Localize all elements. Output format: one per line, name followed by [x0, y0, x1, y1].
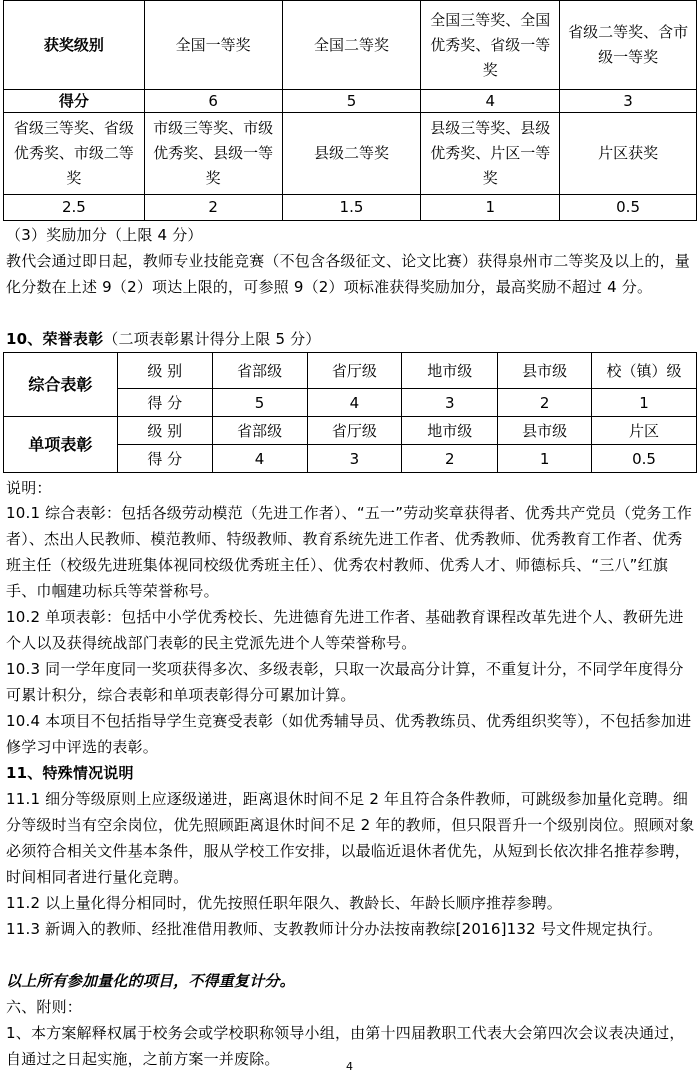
table-row: [4, 90, 697, 113]
table-cell: 片区获奖: [560, 113, 697, 195]
table-cell: 级 别: [117, 417, 212, 445]
note-11-2: 11.2 以上量化得分相同时，优先按照任职年限久、教龄长、年龄长顺序推荐参聘。: [6, 894, 562, 912]
honor-score-table: [3, 352, 697, 473]
table-cell: 全国一等奖: [144, 1, 282, 90]
award-score-table: [3, 0, 697, 221]
table-cell: 3: [560, 90, 697, 113]
appendix-title: 六、附则：: [6, 998, 83, 1016]
table-cell: 5: [212, 389, 307, 417]
table-cell: 县市级: [498, 417, 592, 445]
table-cell: 1.5: [282, 195, 421, 221]
table-cell: 得 分: [117, 445, 212, 473]
table-cell: 3: [307, 445, 402, 473]
table-cell: 省级二等奖、含市级一等奖: [560, 1, 697, 90]
table-cell: 获奖级别: [4, 1, 145, 90]
table-cell: 省厅级: [307, 417, 402, 445]
table-row: [4, 1, 697, 90]
table-cell: 省级三等奖、省级优秀奖、市级二等奖: [4, 113, 145, 195]
table-cell: 1: [592, 389, 697, 417]
table-cell: 全国三等奖、全国优秀奖、省级一等奖: [421, 1, 560, 90]
comprehensive-label: 综合表彰: [4, 353, 118, 417]
note-10-1: 10.1 综合表彰：包括各级劳动模范（先进工作者）、“五一”劳动奖章获得者、优秀共产党员（党务工作者）、杰出人民教师、模范教师、特级教师、教育系统先进工作者、优秀教师、优秀教育工作者、优秀班主任（校级先进班集体视同校级优秀班主任）、优秀农村教师、优秀人才、师德标兵、“三八”红旗手、巾帼建功标兵等荣誉称号。: [6, 504, 693, 600]
section-3-title: （3）奖励加分（上限 4 分）: [6, 226, 203, 244]
table-cell: 0.5: [560, 195, 697, 221]
note-11-3: 11.3 新调入的教师、经批准借用教师、支教教师计分办法按南教综[2016]132 号文件规定执行。: [6, 920, 663, 938]
table-cell: 2: [402, 445, 498, 473]
table-cell: 6: [144, 90, 282, 113]
table-cell: 县市级: [498, 353, 592, 389]
note-10-2: 10.2 单项表彰：包括中小学优秀校长、先进德育先进工作者、基础教育课程改革先进个人、教研先进个人以及获得统战部门表彰的民主党派先进个人等荣誉称号。: [6, 608, 684, 652]
table-cell: 地市级: [402, 353, 498, 389]
table-row: [4, 113, 697, 195]
note-11-1: 11.1 细分等级原则上应逐级递进，距离退休时间不足 2 年且符合条件教师，可跳级参加量化竞聘。细分等级时当有空余岗位，优先照顾距离退休时间不足 2 年的教师，但只限晋升一个级别岗位。照顾对象必须符合相关文件基本条件，服从学校工作安排，以最临近退休者优先，从短到长依次排名推荐参聘，时间相同者进行量化竞聘。: [6, 790, 695, 886]
table-cell: 5: [282, 90, 421, 113]
table-cell: 4: [212, 445, 307, 473]
table-cell: 县级三等奖、县级优秀奖、片区一等奖: [421, 113, 560, 195]
table-cell: 县级二等奖: [282, 113, 421, 195]
table-cell: 4: [307, 389, 402, 417]
table-cell: 1: [498, 445, 592, 473]
single-label: 单项表彰: [4, 417, 118, 473]
table-cell: 校（镇）级: [592, 353, 697, 389]
table-row: [4, 195, 697, 221]
table-cell: 0.5: [592, 445, 697, 473]
table-cell: 全国二等奖: [282, 1, 421, 90]
section-11-title: 11、特殊情况说明: [6, 764, 134, 782]
section-3-body: 教代会通过即日起，教师专业技能竞赛（不包含各级征文、论文比赛）获得泉州市二等奖及以上的，量化分数在上述 9（2）项达上限的，可参照 9（2）项标准获得奖励加分，最高奖励不超过 4 分。: [6, 252, 691, 296]
table-cell: 级 别: [117, 353, 212, 389]
table-cell: 得 分: [117, 389, 212, 417]
table-cell: 省部级: [212, 353, 307, 389]
table-cell: 片区: [592, 417, 697, 445]
section-10-heading: 10、荣誉表彰: [6, 330, 104, 348]
section-10-subtitle: （二项表彰累计得分上限 5 分）: [103, 330, 321, 348]
note-10-3: 10.3 同一学年度同一奖项获得多次、多级表彰，只取一次最高分计算，不重复计分，不同学年度得分可累计积分，综合表彰和单项表彰得分可累加计算。: [6, 660, 684, 704]
table-cell: 3: [402, 389, 498, 417]
table-row: [4, 417, 697, 445]
table-cell: 市级三等奖、市级优秀奖、县级一等奖: [144, 113, 282, 195]
note-10-4: 10.4 本项目不包括指导学生竞赛受表彰（如优秀辅导员、优秀教练员、优秀组织奖等），不包括参加进修学习中评选的表彰。: [6, 712, 692, 756]
table-cell: 2: [498, 389, 592, 417]
table-cell: 2: [144, 195, 282, 221]
table-cell: 省部级: [212, 417, 307, 445]
table-cell: 2.5: [4, 195, 145, 221]
table-cell: 4: [421, 90, 560, 113]
table-cell: 1: [421, 195, 560, 221]
table-cell: 省厅级: [307, 353, 402, 389]
section-10-title: [6, 326, 696, 352]
page-number: 4: [346, 1060, 353, 1073]
no-repeat-statement: 以上所有参加量化的项目，不得重复计分。: [6, 972, 295, 990]
notes-title: 说明：: [6, 479, 52, 497]
appendix-item-1: 1、本方案解释权属于校务会或学校职称领导小组，由第十四届教职工代表大会第四次会议表决通过，自通过之日起实施，之前方案一并废除。: [6, 1024, 685, 1068]
table-cell: 地市级: [402, 417, 498, 445]
table-row: [4, 353, 697, 389]
table-cell: 得分: [4, 90, 145, 113]
